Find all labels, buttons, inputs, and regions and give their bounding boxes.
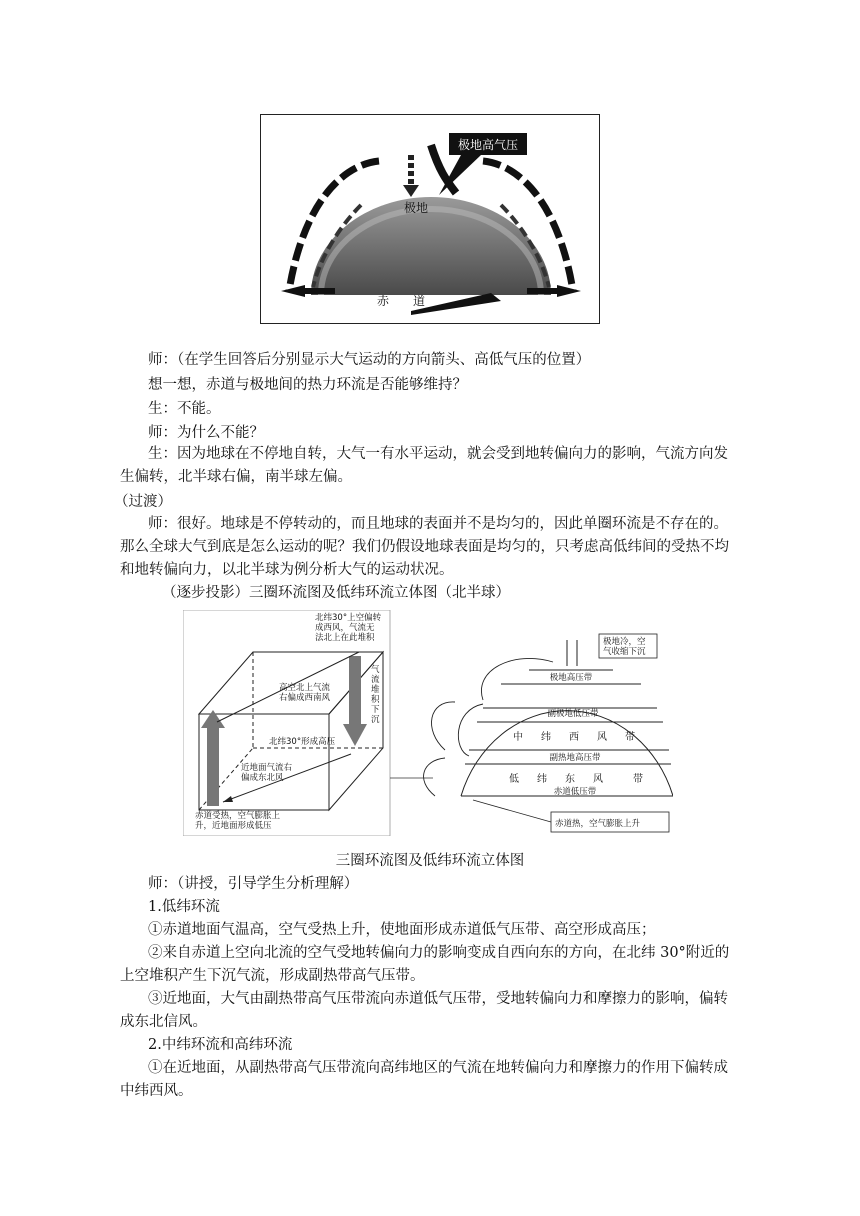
trades-char: 纬 — [537, 774, 547, 785]
three-cell-circulation-figure — [183, 610, 673, 836]
figure-caption: 三圈环流图及低纬环流立体图 — [335, 853, 525, 869]
trades-char: 带 — [633, 774, 643, 785]
westerlies-char: 纬 — [541, 732, 551, 743]
trades-char: 低 — [509, 774, 519, 785]
paragraph: 1.低纬环流 — [148, 899, 220, 915]
paragraph: 师：（讲授，引导学生分析理解） — [148, 876, 359, 892]
three-cell-diagram — [183, 610, 673, 836]
paragraph: 生：因为地球在不停地自转，大气一有水平运动，就会受到地转偏向力的影响，气流方向发生偏转，北半球右偏，南半球左偏。 — [120, 446, 728, 485]
paragraph: 师：很好。地球是不停转动的，而且地球的表面并不是均匀的，因此单圈环流是不存在的。那么全球大气到底是怎么运动的呢？我们仍假设地球表面是均匀的，只考虑高低纬间的受热不均和地转偏向力，以北半球为例分析大气的运动状况。 — [120, 516, 729, 578]
box-sink-note: 气流堆积下沉 — [371, 665, 380, 725]
westerlies-char: 中 — [513, 732, 523, 743]
westerlies-char: 风 — [597, 732, 607, 743]
single-cell-diagram — [261, 115, 599, 323]
trades-char: 风 — [593, 774, 603, 785]
paragraph: 师：（在学生回答后分别显示大气运动的方向箭头、高低气压的位置） — [148, 352, 591, 368]
paragraph: 生：不能。 — [148, 401, 221, 417]
belt-subpolar-low: 副极地低压带 — [547, 709, 599, 719]
paragraph: ②来自赤道上空向北流的空气受地转偏向力的影响变成自西向东的方向，在北纬 30°附近的上空堆积产生下沉气流，形成副热带高气压带。 — [120, 945, 730, 984]
paragraph: 师：为什么不能？ — [148, 425, 264, 441]
paragraph: （逐步投影）三圈环流图及低纬环流立体图（北半球） — [162, 585, 510, 601]
box-lower-flow: 近地面气流右偏成东北风 — [241, 763, 293, 783]
belt-polar-high: 极地高压带 — [549, 673, 593, 683]
westerlies-char: 西 — [569, 732, 579, 743]
paragraph: ①在近地面，从副热带高气压带流向高纬地区的气流在地转偏向力和摩擦力的作用下偏转成中纬西风。 — [120, 1060, 728, 1099]
paragraph: ③近地面，大气由副热带高气压带流向赤道低气压带，受地转偏向力和摩擦力的影响，偏转成东北信风。 — [120, 991, 728, 1030]
paragraph: 想一想，赤道与极地间的热力环流是否能够维持？ — [148, 377, 467, 393]
box-upper-flow: 高空北上气流右偏成西南风 — [279, 683, 331, 703]
belt-subtropical-high: 副热地高压带 — [549, 753, 601, 763]
polar-high-label: 极地高气压 — [457, 138, 519, 152]
pole-label: 极地 — [403, 201, 429, 215]
trades-char: 东 — [565, 774, 575, 785]
paragraph: 2.中纬环流和高纬环流 — [148, 1037, 293, 1053]
westerlies-char: 带 — [625, 732, 635, 743]
paragraph: ①赤道地面气温高，空气受热上升，使地面形成赤道低气压带、高空形成高压； — [148, 922, 656, 938]
box-top-note: 北纬30°上空偏转成西风，气流无法北上在此堆积 — [315, 613, 382, 643]
polar-note: 极地冷，空气收缩下沉 — [603, 637, 646, 657]
single-cell-circulation-figure — [260, 114, 600, 324]
equator-label: 赤 道 — [376, 294, 426, 308]
box-bottom-note: 赤道受热，空气膨胀上升，近地面形成低压 — [195, 811, 281, 831]
box-high-label: 北纬30°形成高压 — [269, 737, 336, 747]
belt-equator-low: 赤道低压带 — [553, 787, 597, 797]
paragraph: （过渡） — [114, 494, 172, 510]
equator-note: 赤道热，空气膨胀上升 — [555, 819, 641, 829]
